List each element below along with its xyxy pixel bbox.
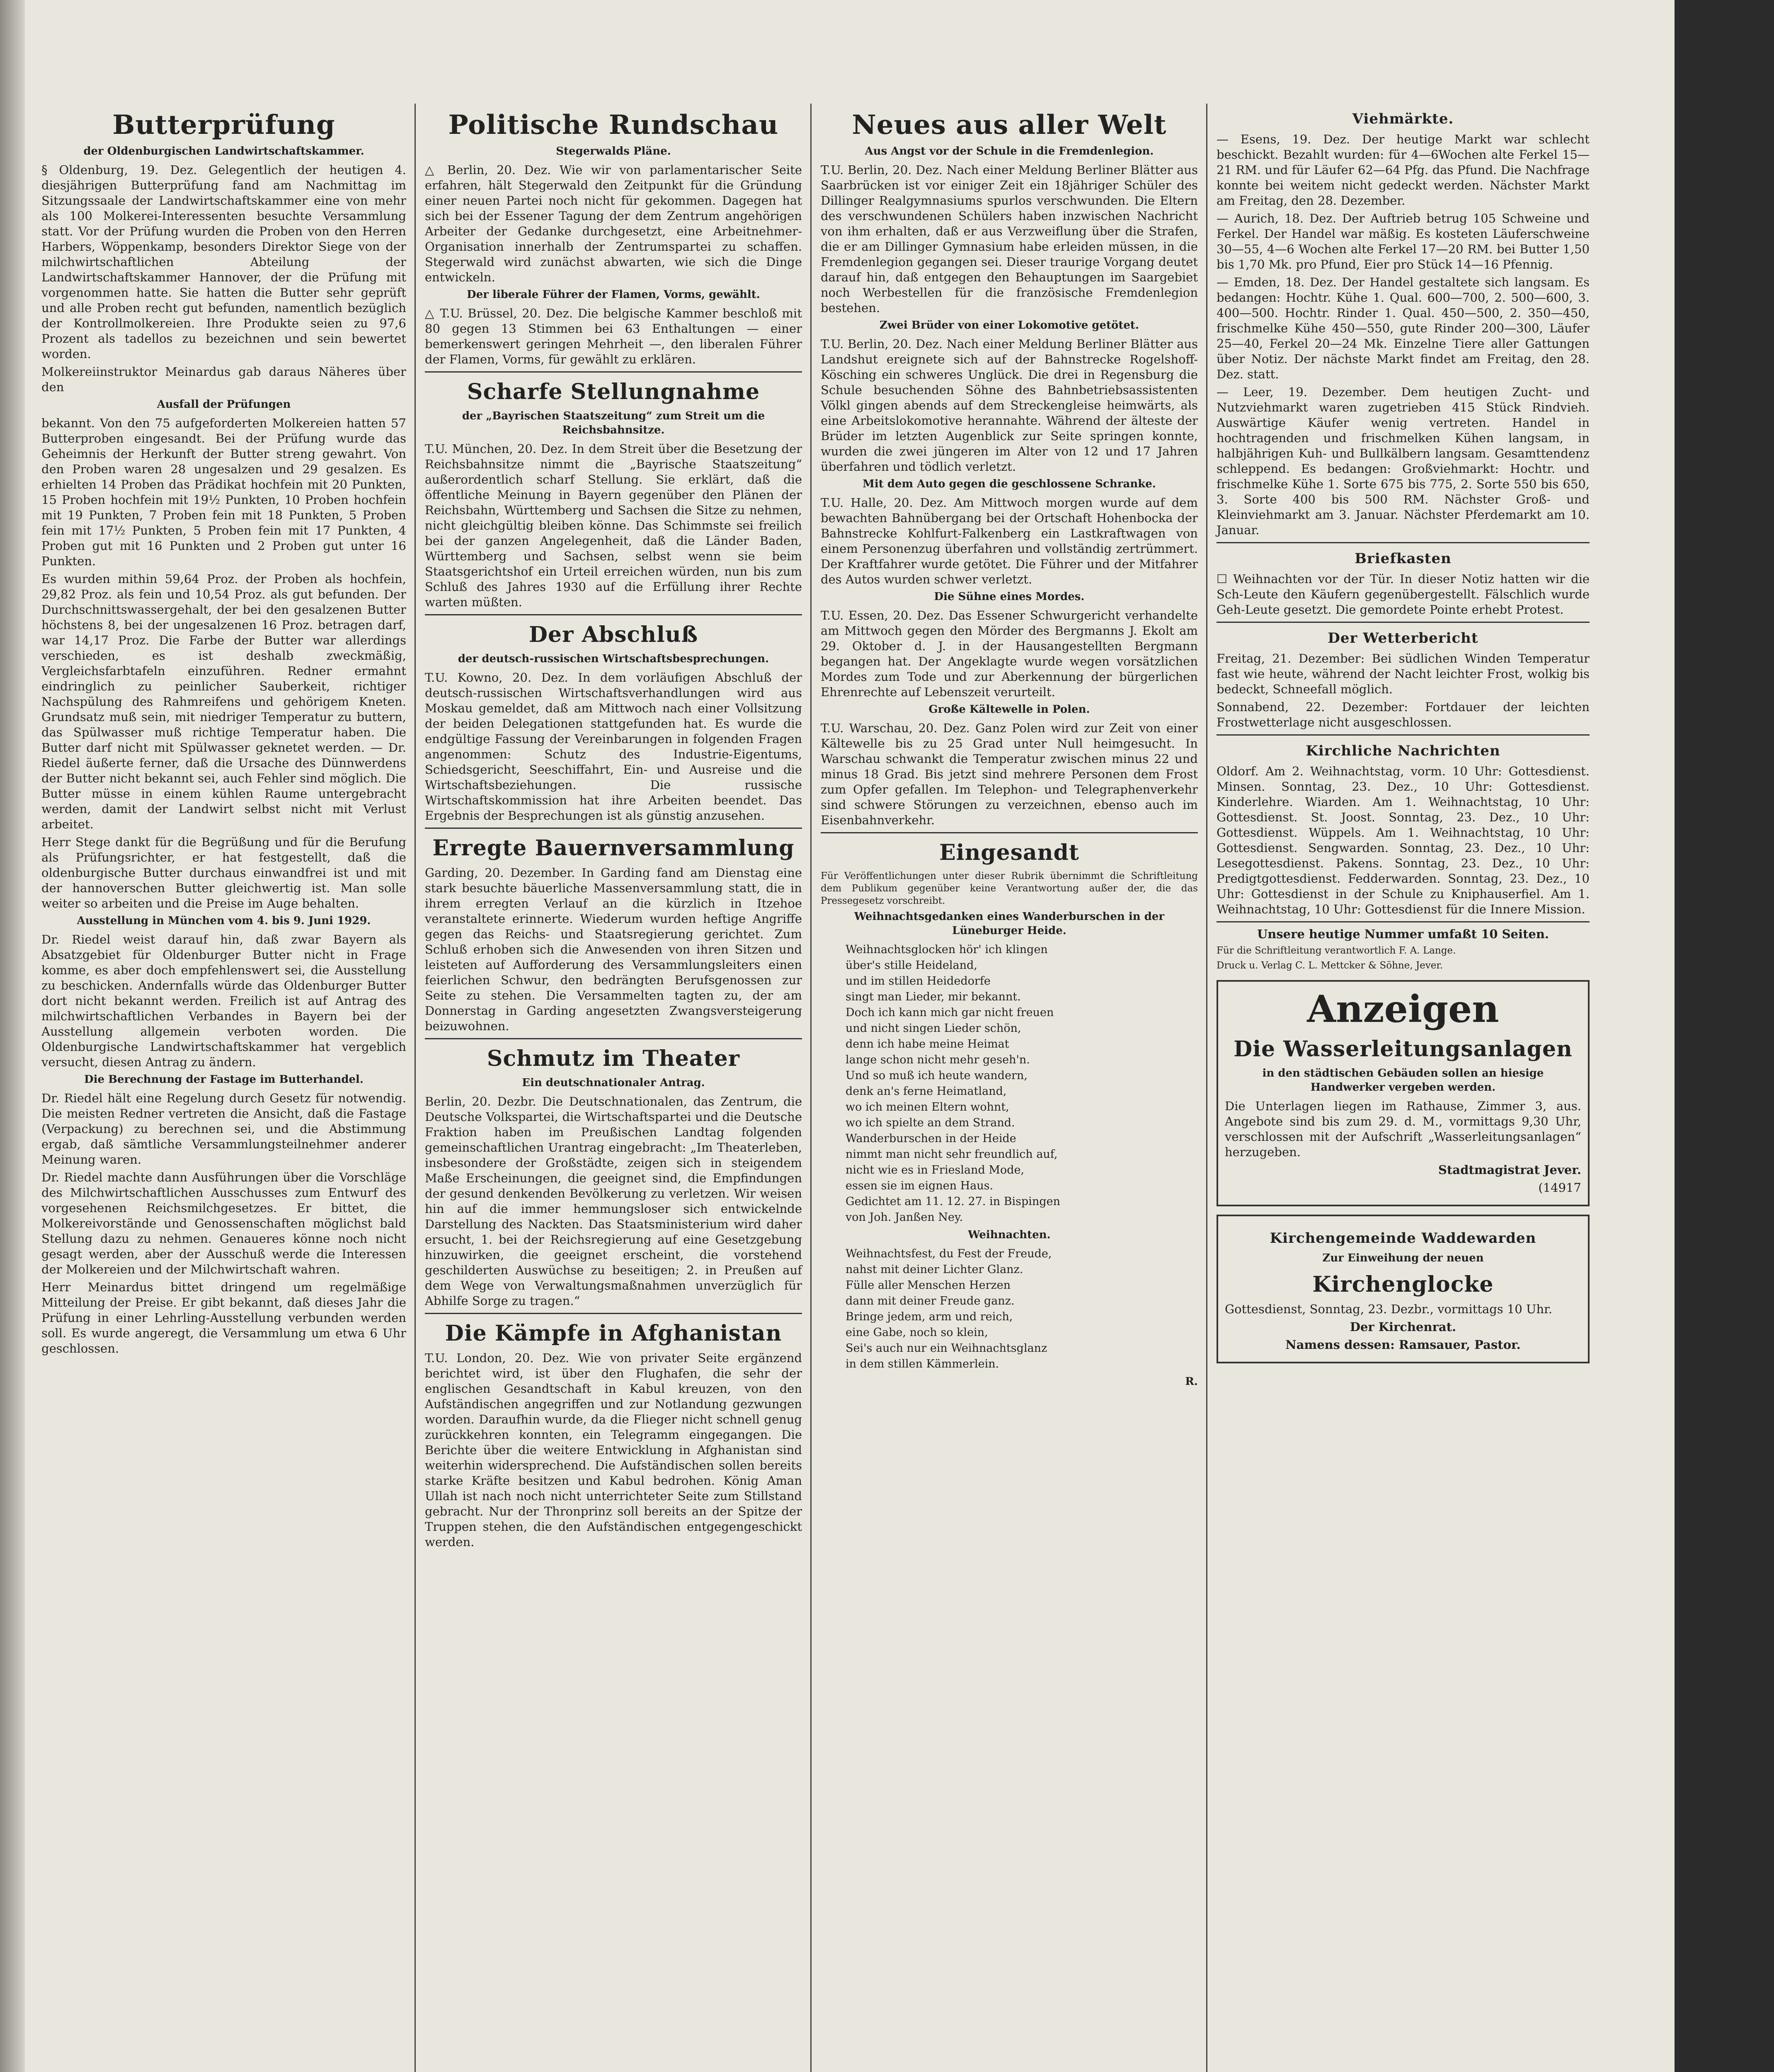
poem-line: lange schon nicht mehr geseh'n. [846,1053,1030,1066]
letterbox-paragraph: ☐ Weihnachten vor der Tür. In dieser Notiz hatten wir die Sch-Leute den Käufern gegenübergestellt. Fälschlich wurde Geh-Leute gesetzt. Die gemordete Pointe erhebt Protest. [1217,572,1590,617]
poem-line: nimmt man nicht sehr freundlich auf, [846,1148,1058,1161]
poem-title: Weihnachten. [968,1229,1051,1241]
poem-line: wo ich spielte an dem Strand. [846,1116,1015,1129]
ad-title: Die Wasserleitungsanlagen [1234,1036,1573,1062]
ad-signature: Der Kirchenrat. [1350,1320,1457,1334]
market-paragraph: — Aurich, 18. Dez. Der Auftrieb betrug 105 Schweine und Ferkel. Der Handel war mäßig. Es kosteten Läuferschweine 30—55, 4—6 Wochen alte Ferkel 17—20 RM. bei Butter 1,50 bis 1,70 Mk. pro Pfund, Eier pro Stück 14—16 Pfennig. [1217,211,1590,271]
poem-line: und nicht singen Lieder schön, [846,1022,1021,1035]
article-paragraph: T.U. Berlin, 20. Dez. Nach einer Meldung Berliner Blätter aus Landshut ereignete sich auf der Bahnstrecke Rogelshoff-Kösching ein schweres Unglück. Die drei in Regensburg die Schule besuchenden Söhne des Bahnbetriebsassistenten Völkl gingen abends auf dem Streckengleise heimwärts, als eine Arbeitslokomotive herannahte. Während der älteste der Brüder im letzten Augenblick zur Seite springen konnte, wurden die zwei jüngeren im Alter von 12 und 17 Jahren überfahren und tödlich verletzt. [821,337,1198,474]
poem-line: nicht wie es in Friesland Mode, [846,1164,1025,1176]
ad-section [1217,1215,1590,1363]
article-paragraph: T.U. München, 20. Dez. In dem Streit über die Besetzung der Reichsbahnsitze nimmt die „Bayrische Staatszeitung“ außerordentlich scharf Stellung. Sie erklärt, daß die öffentliche Meinung in Bayern gegenüber den Plänen der Reichsbahn, Württemberg und Sachsen die Sitze zu nehmen, nicht gleichgültig bleiben könne. Das Schimmste sei freilich bei der ganzen Angelegenheit, daß die Länder Baden, Württemberg und Sachsen, selbst wenn sie beim Staatsgerichtshof ein Urteil erreichen würden, nun bis zum Schluß des Jahres 1930 auf die Erfüllung ihrer Rechte warten müßten. [425,442,802,609]
section-heading: Mit dem Auto gegen die geschlossene Schranke. [863,478,1156,490]
ad-number: (14917 [1538,1181,1581,1195]
article-subtitle: Aus Angst vor der Schule in die Fremdenlegion. [865,145,1154,157]
article-paragraph: Herr Stege dankt für die Begrüßung und für die Berufung als Prüfungsrichter, er hat festgestellt, daß die oldenburgische Butter durchaus einwandfrei ist und mit der hannoverschen Butter gleichwertig ist. Man solle weiter so arbeiten und die Preise im Auge behalten. [41,835,406,910]
poem-line: Weihnachtsglocken hör' ich klingen [846,943,1048,956]
ad-big-title: Kirchenglocke [1312,1272,1494,1297]
poem-title: Weihnachtsgedanken eines Wanderburschen in der Lüneburger Heide. [854,910,1165,937]
ad-signature: Stadtmagistrat Jever. [1438,1163,1581,1177]
section-title: Der Wetterbericht [1328,630,1478,646]
divider [425,614,802,615]
ad-text: Die Unterlagen liegen im Rathause, Zimmer 3, aus. Angebote sind bis zum 29. d. M., vormittags 9,30 Uhr, verschlossen mit der Aufschrift „Wasserleitungsanlagen“ herzugeben. [1225,1099,1581,1159]
article-title: Neues aus aller Welt [852,109,1167,140]
article-paragraph: bekannt. Von den 75 aufgeforderten Molkereien hatten 57 Butterproben eingesandt. Bei der Prüfung wurde das Geheimnis der Herkunft der Butter streng gewahrt. Von den Proben waren 28 ungesalzen und 29 gesalzen. Es erhielten 14 Proben das Prädikat hochfein mit 20 Punkten, 15 Proben hochfein mit 19½ Punkten, 10 Proben hochfein mit 19 Punkten, 7 Proben fein mit 18 Punkten, 5 Proben fein mit 17½ Punkten, 5 Proben fein mit 17 Punkten, 4 Proben gut mit 16 Punkten und 2 Proben gut unter 16 Punkten. [41,416,406,568]
section-title: Briefkasten [1355,550,1452,567]
article-paragraph: T.U. Essen, 20. Dez. Das Essener Schwurgericht verhandelte am Mittwoch gegen den Mörder des Bergmanns J. Ekolt am 29. Oktober d. J. in der Hausangestellten Bergmann begangen hat. Der Angeklagte wurde wegen vorsätzlichen Mordes zum Tode und zur Aberkennung der bürgerlichen Ehrenrechte auf Lebenszeit verurteilt. [821,608,1198,699]
article-title: Butterprüfung [112,109,335,140]
poem-line: dann mit deiner Freude ganz. [846,1295,1015,1307]
poem-line: in dem stillen Kämmerlein. [846,1358,999,1370]
poem [821,1246,1198,1372]
ad-section [1217,980,1590,1206]
article-title: Eingesandt [939,840,1079,865]
article-title: Scharfe Stellungnahme [467,379,760,404]
article-paragraph: Berlin, 20. Dezbr. Die Deutschnationalen, das Zentrum, die Deutsche Volkspartei, die Wirtschaftspartei und die Deutsche Fraktion haben im Preußischen Landtag folgenden gemeinschaftlichen Urantrag eingebracht: „Im Theaterleben, insbesondere der Großstädte, zeigen sich in steigendem Maße Erscheinungen, die geeignet sind, die Empfindungen der gesund denkenden Bevölkerung zu verletzen. Wir weisen hin auf die immer hemmungsloser sich entwickelnde Darstellung des Nackten. Das Staatsministerium wird daher ersucht, 1. bei der Reichsregierung auf eine Gesetzgebung hinzuwirken, die geeignet erscheint, die vorstehend geschilderten Auswüchse zu beseitigen; 2. in Preußen auf dem Wege von Verwaltungsmaßnahmen unverzüglich für Abhilfe Sorge zu tragen.“ [425,1094,802,1308]
divider [1217,921,1590,922]
poem-line: Bringe jedem, arm und reich, [846,1310,1013,1323]
editorial-disclaimer: Für Veröffentlichungen unter dieser Rubrik übernimmt die Schriftleitung dem Publikum gegenüber keine Verantwortung außer der, die das Pressegesetz vorschreibt. [821,871,1198,906]
market-paragraph: — Esens, 19. Dez. Der heutige Markt war schlecht beschickt. Bezahlt wurden: für 4—6Wochen alte Ferkel 15—21 RM. und für Läufer 62—64 Pfg. das Pfund. Die Nachfrage konnte bei weitem nicht gedeckt werden. Nächster Markt am Freitag, den 28. Dezember. [1217,132,1590,208]
divider [425,828,802,829]
article-paragraph: T.U. Halle, 20. Dez. Am Mittwoch morgen wurde auf dem bewachten Bahnübergang bei der Ortschaft Hohenbocka der Bahnstrecke Kohlfurt-Falkenberg ein Lastkraftwagen von einem Personenzug überfahren und vollständig zertrümmert. Der Kraftfahrer wurde getötet. Die Führer und der Mitfahrer des Autos wurden schwer verletzt. [821,496,1198,586]
article-title: Der Abschluß [528,622,698,647]
article-subtitle: Ein deutschnationaler Antrag. [522,1077,705,1089]
scan-border [1675,0,1774,2072]
divider [425,1313,802,1314]
divider [821,832,1198,833]
poem-line: nahst mit deiner Lichter Glanz. [846,1263,1023,1276]
article-paragraph: Es wurden mithin 59,64 Proz. der Proben als hochfein, 29,82 Proz. als fein und 10,54 Proz. als gut befunden. Der Durchschnittswassergehalt, der bei den gesalzenen Butter höchstens 8, bei der ungesalzenen 16 Proz. betragen darf, war 14,17 Proz. Die Farbe der Butter war allerdings verschieden, es ist deshalb zweckmäßig, Vergleichsfarbtafeln einzuführen. Redner ermahnt eindringlich zu peinlicher Sauberkeit, richtiger Nachspülung des Rahmreifens und gehörigem Kneten. Grundsatz muß sein, mit niedriger Temperatur zu buttern, das Spülwasser muß richtige Temperatur haben. Die Butter darf nicht mit Spülwasser geknetet werden. — Dr. Riedel äußerte ferner, daß die Ursache des Dünnwerdens der Butter nicht bekannt sei, auch Fehler sind möglich. Die Butter müsse in einem kühlen Raume untergebracht werden, damit der Landwirt selbst nicht mit Verlust arbeitet. [41,572,406,831]
ad-text: Gottesdienst, Sonntag, 23. Dezbr., vormittags 10 Uhr. [1225,1302,1553,1316]
divider [425,1038,802,1039]
article-subtitle: Stegerwalds Pläne. [556,145,671,157]
divider [1217,734,1590,736]
article-paragraph: Garding, 20. Dezember. In Garding fand am Dienstag eine stark besuchte bäuerliche Massenversammlung statt, die in ihrem erregten Verlauf an die kürzlich in Itzehoe veranstaltete erinnerte. Wiederum wurden heftige Angriffe gegen das Reichs- und Staatsregierung gerichtet. Zum Schluß erhoben sich die Anwesenden von ihren Sitzen und leisteten auf Aufforderung des Versammlungsleiters einen feierlichen Schwur, den bedrängten Berufsgenossen zur Seite zu stehen. Die Versammelten tagten zu, der am Donnerstag in Garding angesetzten Zwangsversteigerung beizuwohnen. [425,866,802,1033]
section-heading: Zwei Brüder von einer Lokomotive getötet. [879,319,1139,332]
column-3 [821,104,1198,1393]
section-heading: Die Sühne eines Mordes. [934,591,1085,603]
divider [1217,542,1590,543]
church-paragraph: Oldorf. Am 2. Weihnachtstag, vorm. 10 Uhr: Gottesdienst. Minsen. Sonntag, 23. Dez., 10 Uhr: Gottesdienst. Kinderlehre. Wiarden. Am 1. Weihnachtstag, 10 Uhr: Gottesdienst. St. Joost. Sonntag, 23. Dez., 10 Uhr: Gottesdienst. Wüppels. Am 1. Weihnachtstag, 10 Uhr: Gottesdienst. Sengwarden. Sonntag, 23. Dez., 10 Uhr: Lesegottesdienst. Pakens. Sonntag, 23. Dez., 10 Uhr: Predigtgottesdienst. Fedderwarden. Sonntag, 23. Dez., 10 Uhr: Gottesdienst in der Schule zu Kniphauserfiel. Am 1. Weihnachtstag, 10 Uhr: Gottesdienst für die Innere Mission. [1217,764,1590,916]
weather-paragraph: Freitag, 21. Dezember: Bei südlichen Winden Temperatur fast wie heute, während der Nacht leichter Frost, wolkig bis bedeckt, Schneefall möglich. [1217,651,1590,696]
article-paragraph: Dr. Riedel machte dann Ausführungen über die Vorschläge des Milchwirtschaftlichen Ausschusses zum Entwurf des vorgesehenen Reichsmilchgesetzes. Er bittet, die Molkereivorstände und Genossenschaften möglichst bald Stellung dazu zu nehmen. Genaueres könne noch nicht gesagt werden, aber der Ausschuß werde die Interessen der Molkereien und der Milchwirtschaft wahren. [41,1170,406,1276]
article-paragraph: T.U. Berlin, 20. Dez. Nach einer Meldung Berliner Blätter aus Saarbrücken ist vor einiger Zeit ein 18jähriger Schüler des Dillinger Realgymnasiums spurlos verschwunden. Die Eltern des verschwundenen Schülers haben inzwischen Nachricht von ihm erhalten, daß er aus Verzweiflung über die Strafen, die er am Dillinger Gymnasium habe erleiden müssen, in die Fremdenlegion gegangen sei. Dieser traurige Vorgang deutet darauf hin, daß entgegen den Behauptungen im Saargebiet noch Werbestellen für die französische Fremdenlegion bestehen. [821,163,1198,315]
divider [425,371,802,373]
weather-paragraph: Sonnabend, 22. Dezember: Fortdauer der leichten Frostwetterlage nicht ausgeschlossen. [1217,700,1590,729]
ads-title: Anzeigen [1307,987,1499,1031]
column-rule [414,104,416,2072]
ad-signature: Namens dessen: Ramsauer, Pastor. [1285,1338,1521,1352]
section-heading: Die Berechnung der Fastage im Butterhandel. [84,1073,364,1086]
market-paragraph: — Leer, 19. Dezember. Dem heutigen Zucht- und Nutzviehmarkt waren zugetrieben 415 Stück Rindvieh. Auswärtige Käufer wenig vertreten. Handel in hochtragenden und frischmelken Kühen langsam, in halbjährigen Kuh- und Bullkälbern langsam. Gesamttendenz schleppend. Es bedangen: Großviehmarkt: Hochtr. und frischmelke Kühe 1. Sorte 675 bis 775, 2. Sorte 550 bis 650, 3. Sorte 400 bis 500 RM. Nächster Groß- und Kleinviehmarkt am 3. Januar. Nächster Pferdemarkt am 10. Januar. [1217,385,1590,537]
section-heading: Der liberale Führer der Flamen, Vorms, gewählt. [467,288,760,301]
imprint-line: Für die Schriftleitung verantwortlich F. A. Lange. [1217,945,1456,956]
poem-line: von Joh. Janßen Ney. [846,1211,963,1224]
poem-line: und im stillen Heidedorfe [846,975,991,988]
column-rule [1206,104,1207,2072]
column-2 [425,104,802,1552]
article-paragraph: △ T.U. Brüssel, 20. Dez. Die belgische Kammer beschloß mit 80 gegen 13 Stimmen bei 63 Enthaltungen — einer bemerkenswert geringen Mehrheit —, den liberalen Führer der Flamen, Vorms, für gewählt zu erklären. [425,306,802,366]
section-heading: Ausstellung in München vom 4. bis 9. Juni 1929. [77,915,371,927]
article-paragraph: T.U. London, 20. Dez. Wie von privater Seite ergänzend berichtet wird, ist über den Flughafen, die sehr der englischen Gesandtschaft in Kabul kreuzen, von den Aufständischen angegriffen und zur Notlandung gezwungen worden. Daraufhin wurde, da die Flieger nicht schnell genug zurückkehren konnten, ein Telegramm eingegangen. Die Berichte über die weitere Entwicklung in Afghanistan sind weiterhin widersprechend. Die Aufständischen sollen bereits starke Kräfte besitzen und Kabul bedrohen. König Aman Ullah ist nach noch nicht unterrichteter Seite zum Stillstand gebracht. Nur der Thronprinz soll bereits an der Spitze der Truppen stehen, die den Aufständischen entgegengeschickt werden. [425,1351,802,1549]
article-title: Politische Rundschau [448,109,779,140]
page-count-notice: Unsere heutige Nummer umfaßt 10 Seiten. [1257,927,1549,941]
article-paragraph: Dr. Riedel weist darauf hin, daß zwar Bayern als Absatzgebiet für Oldenburger Butter nicht in Frage komme, es aber doch empfehlenswert sei, die Ausstellung zu beschicken. Andernfalls würde das Oldenburger Butter dort nicht bekannt werden. Freilich ist auf Antrag des milchwirtschaftlichen Verbandes in Bayern bei der Ausstellung allgemein verboten worden. Die Oldenburgische Landwirtschaftskammer hat vergeblich versucht, diesen Antrag zu ändern. [41,932,406,1069]
ad-title: Kirchengemeinde Waddewarden [1270,1230,1536,1247]
poem-line: Doch ich kann mich gar nicht freuen [846,1006,1054,1019]
article-subtitle: der Oldenburgischen Landwirtschaftskammer. [83,145,364,157]
article-subtitle: der deutsch-russischen Wirtschaftsbesprechungen. [458,653,769,665]
article-title: Erregte Bauernversammlung [432,835,795,861]
poem-line: denn ich habe meine Heimat [846,1038,1009,1051]
article-paragraph: § Oldenburg, 19. Dez. Gelegentlich der heutigen 4. diesjährigen Butterprüfung fand am Nachmittag im Sitzungssaale der Landwirtschaftskammer eine von mehr als 100 Molkerei-Interessenten besuchte Versammlung statt. Vor der Prüfung wurden die Proben von den Herren Harbers, Wöppenkamp, besonders Direktor Siege von der milchwirtschaftlichen Abteilung der Landwirtschaftskammer Hannover, der die Prüfung mit vorgenommen hatte. Sie hatten die Butter sehr geprüft und alle Proben recht gut befunden, namentlich bezüglich der Kontrollmolkereien. Ihre Produkte seien zu 97,6 Prozent als tadellos zu bezeichnen und sein bewertet worden. [41,163,406,361]
poem-line: essen sie im eignen Haus. [846,1179,994,1192]
section-title: Kirchliche Nachrichten [1306,743,1500,759]
ad-subtitle: Zur Einweihung der neuen [1322,1252,1484,1264]
ad-subtitle: in den städtischen Gebäuden sollen an hiesige Handwerker vergeben werden. [1262,1067,1544,1094]
article-paragraph: △ Berlin, 20. Dez. Wie wir von parlamentarischer Seite erfahren, hält Stegerwald den Zeitpunkt für die Gründung einer neuen Partei noch nicht für gekommen. Dagegen hat sich bei der Essener Tagung der dem Zentrum angehörigen Arbeiter der Gedanke durchgesetzt, eine Arbeitnehmer-Organisation innerhalb der Zentrumspartei zu schaffen. Stegerwald wird zunächst abwarten, wie sich die Dinge entwickeln. [425,163,802,284]
poem-line: wo ich meinen Eltern wohnt, [846,1101,1009,1113]
poem-line: über's stille Heideland, [846,959,978,972]
poem [821,942,1198,1225]
poem-line: singt man Lieder, mir bekannt. [846,990,1021,1003]
article-paragraph: T.U. Kowno, 20. Dez. In dem vorläufigen Abschluß der deutsch-russischen Wirtschaftsverhandlungen wird aus Moskau gemeldet, daß am Mittwoch nach einer Vollsitzung der beiden Delegationen stattgefunden hat. Es wurde die endgültige Fassung der Vereinbarungen in folgenden Fragen angenommen: Schutz des Industrie-Eigentums, Schiedsgericht, Seeschiffahrt, Ein- und Ausreise und die Wirtschaftsbeziehungen. Die russische Wirtschaftskommission hat ihre Arbeiten beendet. Das Ergebnis der Besprechungen ist als günstig anzusehen. [425,670,802,823]
article-paragraph: T.U. Warschau, 20. Dez. Ganz Polen wird zur Zeit von einer Kältewelle bis zu 25 Grad unter Null heimgesucht. In Warschau schwankt die Temperatur zwischen minus 22 und minus 18 Grad. Bis jetzt sind mehrere Personen dem Frost zum Opfer gefallen. Im Telephon- und Telegraphenverkehr sind schwere Störungen zu verzeichnen, ebenso auch im Eisenbahnverkehr. [821,721,1198,827]
poem-line: Fülle aller Menschen Herzen [846,1279,1011,1292]
poem-line: denk an's ferne Heimatland, [846,1085,1007,1098]
section-heading: Ausfall der Prüfungen [157,398,291,411]
article-title: Schmutz im Theater [487,1046,740,1071]
column-1 [41,104,406,1359]
poem-line: Sei's auch nur ein Weihnachtsglanz [846,1342,1047,1355]
section-title: Viehmärkte. [1352,111,1454,127]
imprint-line: Druck u. Verlag C. L. Mettcker & Söhne, Jever. [1217,960,1443,971]
column-4 [1217,104,1590,1363]
page-spine-shadow [0,0,25,2072]
article-title: Die Kämpfe in Afghanistan [445,1321,782,1346]
poem-line: Wanderburschen in der Heide [846,1132,1016,1145]
poem-line: Und so muß ich heute wandern, [846,1069,1028,1082]
article-paragraph: Herr Meinardus bittet dringend um regelmäßige Mitteilung der Preise. Er gibt bekannt, daß dieses Jahr die Prüfung in einer Lehrling-Ausstellung verbunden werden soll. Es wurde angeregt, die Versammlung um etwa 6 Uhr geschlossen. [41,1280,406,1356]
article-paragraph: Molkereiinstruktor Meinardus gab daraus Näheres über den [41,365,406,394]
poem-line: Weihnachtsfest, du Fest der Freude, [846,1247,1052,1260]
column-rule [810,104,812,2072]
section-heading: Große Kältewelle in Polen. [928,703,1090,716]
market-paragraph: — Emden, 18. Dez. Der Handel gestaltete sich langsam. Es bedangen: Hochtr. Kühe 1. Qual. 600—700, 2. 500—600, 3. 400—500. Hochtr. Rinder 1. Qual. 450—500, 2. 350—450, frischmelke Kühe 450—550, gute Rinder 200—300, Läufer 25—40, Ferkel 20—24 Mk. Einzelne Tiere aller Gattungen über Notiz. Der nächste Markt findet am Freitag, den 28. Dez. statt. [1217,275,1590,381]
divider [1217,622,1590,623]
poem-line: eine Gabe, noch so klein, [846,1326,988,1339]
poem-signature: R. [1185,1375,1198,1388]
article-paragraph: Dr. Riedel hält eine Regelung durch Gesetz für notwendig. Die meisten Redner vertreten die Ansicht, daß die Fastage (Verpackung) zu berechnen sei, und die Abstimmung ergab, daß sämtliche Versammlungsteilnehmer anderer Meinung waren. [41,1091,406,1167]
poem-line: Gedichtet am 11. 12. 27. in Bispingen [846,1195,1060,1208]
article-subtitle: der „Bayrischen Staatszeitung“ zum Streit um die Reichsbahnsitze. [462,410,765,436]
